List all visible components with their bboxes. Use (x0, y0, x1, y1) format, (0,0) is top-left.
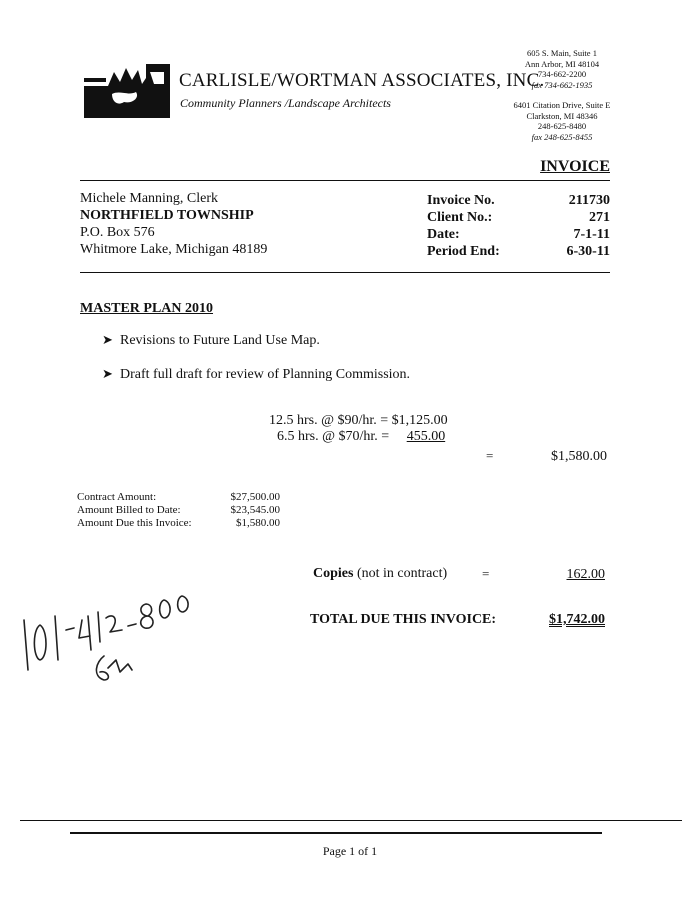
address-line: fax 734-662-1935 (531, 79, 593, 90)
address-line: 734-662-2200 (537, 69, 587, 79)
equals-sign: = (486, 448, 494, 463)
bill-to-line: Whitmore Lake, Michigan 48189 (80, 242, 268, 257)
work-item-text: Revisions to Future Land Use Map. (120, 333, 320, 348)
arrow-bullet-icon: ➤ (102, 333, 113, 348)
amount-billed: $23,545.00 (230, 504, 280, 516)
company-tagline: Community Planners /Landscape Architects (180, 96, 391, 110)
invoice-meta-labels (427, 192, 500, 260)
client-number: 271 (589, 210, 610, 225)
subtotal-amount: $1,580.00 (551, 449, 607, 464)
total-due-label: TOTAL DUE THIS INVOICE: (310, 612, 497, 627)
invoice-heading: INVOICE (540, 158, 610, 175)
contract-summary-labels (77, 491, 192, 530)
company-logo (84, 64, 170, 118)
footer-divider-thick (70, 832, 602, 834)
arrow-bullet-icon: ➤ (102, 367, 113, 382)
handwritten-account-note (0, 580, 200, 700)
work-item (102, 333, 320, 349)
hours-calc-line (277, 429, 445, 445)
amount-due: $1,580.00 (236, 517, 280, 529)
hours-calc-line: 12.5 hrs. @ $90/hr. = $1,125.00 (269, 413, 448, 428)
divider-bottom (80, 272, 610, 273)
address-line: Clarkston, MI 48346 (526, 110, 598, 121)
page-number: Page 1 of 1 (322, 844, 378, 858)
meta-label: Date: (427, 227, 460, 242)
invoice-number: 211730 (568, 193, 610, 208)
hours-calc-amount: 455.00 (406, 429, 446, 444)
office-address-clarkston (497, 100, 627, 142)
invoice-meta-values (500, 192, 610, 260)
work-item (102, 367, 410, 383)
office-address-ann-arbor (497, 48, 627, 90)
equals-sign: = (482, 566, 490, 581)
meta-label: Invoice No. (427, 193, 495, 208)
summary-label: Amount Due this Invoice: (77, 517, 192, 529)
address-line: 6401 Citation Drive, Suite E (513, 100, 611, 110)
copies-line (313, 566, 447, 582)
contract-summary-values (200, 491, 280, 530)
period-end: 6-30-11 (566, 244, 610, 259)
bill-to-client: NORTHFIELD TOWNSHIP (80, 208, 254, 223)
bill-to-address (80, 190, 267, 258)
divider-top (80, 180, 610, 181)
copies-amount: 162.00 (566, 567, 605, 582)
copies-label: Copies (313, 566, 354, 581)
contract-amount: $27,500.00 (230, 491, 280, 503)
hours-calc-prefix: 6.5 hrs. @ $70/hr. = (277, 429, 390, 444)
address-line: 248-625-8480 (537, 121, 587, 131)
bill-to-line: Michele Manning, Clerk (80, 191, 219, 206)
invoice-date: 7-1-11 (573, 227, 610, 242)
meta-label: Client No.: (427, 210, 493, 225)
bill-to-line: P.O. Box 576 (80, 225, 155, 240)
address-line: 605 S. Main, Suite 1 (527, 48, 597, 58)
work-item-text: Draft full draft for review of Planning Commission. (120, 367, 411, 382)
copies-note: (not in contract) (356, 566, 448, 581)
summary-label: Contract Amount: (77, 491, 157, 503)
meta-label: Period End: (427, 244, 500, 259)
address-line: Ann Arbor, MI 48104 (524, 58, 600, 69)
summary-label: Amount Billed to Date: (77, 504, 181, 516)
address-line: fax 248-625-8455 (531, 131, 593, 142)
project-title: MASTER PLAN 2010 (80, 301, 214, 316)
footer-divider-thin (20, 820, 682, 821)
company-name: CARLISLE/WORTMAN ASSOCIATES, INC. (179, 70, 545, 91)
total-due-amount: $1,742.00 (549, 612, 605, 627)
